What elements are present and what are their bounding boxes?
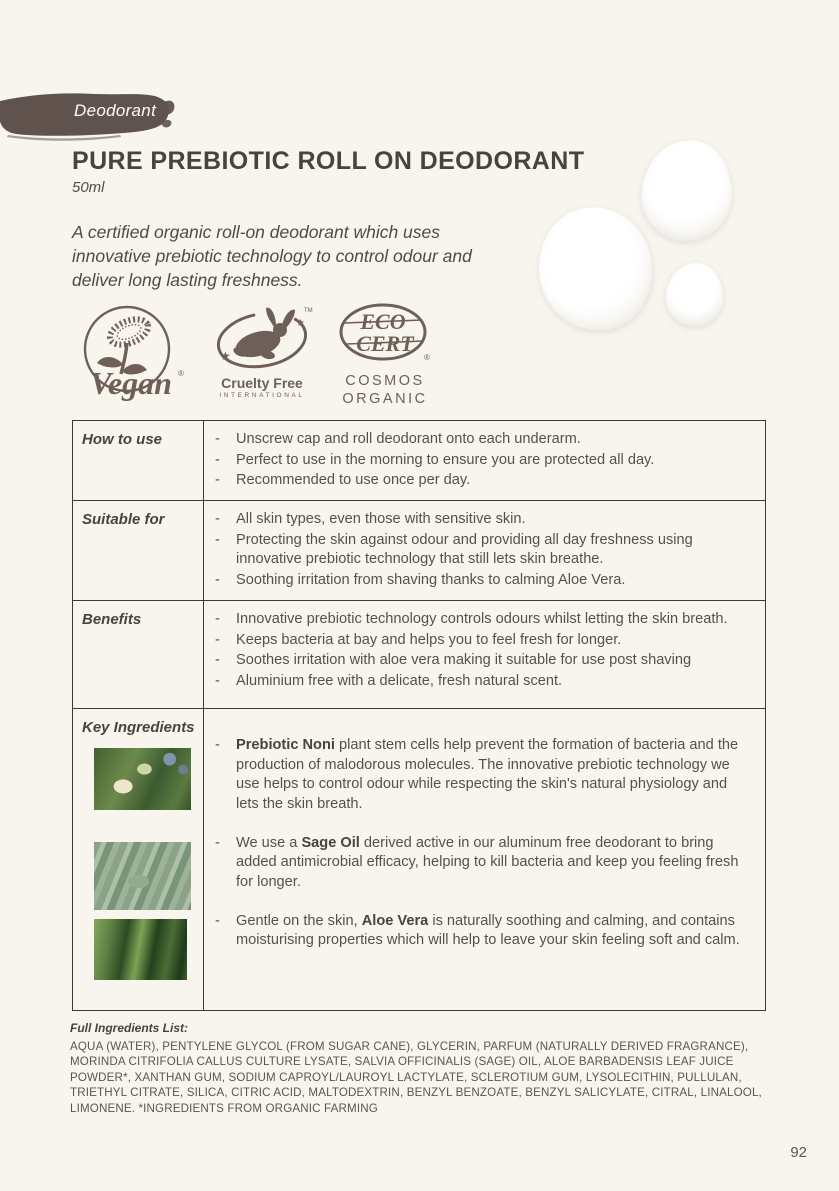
full-ingredients-label: Full Ingredients List: <box>70 1021 189 1035</box>
bullet-text: Protecting the skin against odour and providing all day freshness using innovative prebiotic technology that still lets skin breathe. <box>236 531 693 568</box>
vegan-sunflower-icon <box>72 302 190 405</box>
bullet-item <box>215 912 749 951</box>
bullet-item <box>215 672 749 692</box>
bullet-text: Soothing irritation from shaving thanks to calming Aloe Vera. <box>236 572 626 589</box>
bullet-item <box>215 430 749 450</box>
cosmos-label: COSMOS <box>345 373 425 389</box>
svg-text:★: ★ <box>296 318 305 329</box>
product-swatch-blob-large <box>526 195 666 343</box>
category-banner <box>0 90 190 142</box>
bullet-item <box>215 471 749 491</box>
table-row <box>73 600 765 708</box>
bullet-text: Keeps bacteria at bay and helps you to feel fresh for longer. <box>236 631 622 648</box>
row-label: How to use <box>82 431 163 448</box>
bullet-dash: - <box>215 672 220 689</box>
row-label: Benefits <box>82 610 142 628</box>
row-content-cell <box>204 601 765 708</box>
bullet-dash: - <box>215 531 220 548</box>
bullet-text: Aluminium free with a delicate, fresh natural scent. <box>236 672 563 689</box>
bullet-dash: - <box>215 834 220 851</box>
bullet-dash: - <box>215 511 220 528</box>
vegan-registered-mark: ® <box>178 369 184 378</box>
svg-text:★: ★ <box>220 349 231 363</box>
cruelty-free-logo <box>208 302 316 399</box>
vegan-wordmark: Vegan <box>90 365 172 401</box>
product-info-table <box>72 420 766 1011</box>
noni-plant-image <box>94 748 191 810</box>
row-content-cell <box>204 709 765 1010</box>
bullet-text: Soothes irritation with aloe vera making it suitable for use post shaving <box>236 652 692 669</box>
bullet-text: Recommended to use once per day. <box>236 472 471 489</box>
bullet-dash: - <box>215 912 220 929</box>
row-label-cell <box>73 421 204 500</box>
product-swatch-blob-medium <box>637 136 737 246</box>
bullet-text: Innovative prebiotic technology controls odours whilst letting the skin breath. <box>236 610 728 627</box>
bullet-text: Perfect to use in the morning to ensure you are protected all day. <box>236 451 655 468</box>
vegan-logo <box>72 302 192 410</box>
certification-logos <box>72 302 432 410</box>
table-row <box>73 421 765 500</box>
ecocert-eco-text: ECO <box>360 309 406 334</box>
bullet-dash: - <box>215 472 220 489</box>
ecocert-cert-text: CERT <box>356 331 414 356</box>
cruelty-free-tm-mark: TM <box>304 308 313 314</box>
row-label: Suitable for <box>82 511 165 529</box>
bullet-dash: - <box>215 451 220 468</box>
product-description: A certified organic roll-on deodorant which uses innovative prebiotic technology to control odour and deliver long lasting freshness. <box>72 222 472 290</box>
row-label-cell <box>73 501 204 600</box>
bullet-dash: - <box>215 431 220 447</box>
full-ingredients-section <box>70 1021 778 1116</box>
product-size: 50ml <box>72 178 105 196</box>
bullet-item <box>215 834 749 893</box>
bullet-item <box>215 510 749 530</box>
row-label-cell <box>73 601 204 708</box>
bullet-item <box>215 736 749 815</box>
bullet-text: All skin types, even those with sensitive skin. <box>236 511 526 528</box>
cruelty-free-wordmark: Cruelty Free <box>221 375 303 391</box>
product-swatch-blob-small <box>664 261 725 328</box>
bullet-dash: - <box>215 572 220 589</box>
bullet-dash: - <box>215 610 220 627</box>
ecocert-oval-icon <box>338 302 432 364</box>
row-content-cell <box>204 421 765 500</box>
bullet-text: Prebiotic Noni plant stem cells help prevent the formation of bacteria and the production of malodorous molecules. The innovative prebiotic technology we use helps to control odour while respecting the skin's natural physiology and lets the skin breath. <box>236 736 739 812</box>
sage-leaves-image <box>94 842 191 910</box>
category-label: Deodorant <box>74 101 157 120</box>
cruelty-free-international-label: INTERNATIONAL <box>219 392 305 399</box>
ecocert-registered-mark: ® <box>424 353 430 362</box>
bullet-dash: - <box>215 652 220 669</box>
row-content-cell <box>204 501 765 600</box>
bullet-item <box>215 610 749 630</box>
bullet-item <box>215 651 749 671</box>
bullet-text: We use a Sage Oil derived active in our aluminum free deodorant to bring added antimicrobial efficacy, helping to kill bacteria and keep you feeling fresh for longer. <box>236 834 739 890</box>
table-row <box>73 500 765 600</box>
bullet-dash: - <box>215 736 220 753</box>
row-label: Key Ingredients <box>82 718 195 736</box>
bullet-text: Unscrew cap and roll deodorant onto each underarm. <box>236 431 581 447</box>
row-label-cell <box>73 709 204 1010</box>
bullet-dash: - <box>215 631 220 648</box>
bullet-text: Gentle on the skin, Aloe Vera is naturally soothing and calming, and contains moisturising properties which will help to leave your skin feeling soft and calm. <box>236 912 740 949</box>
bullet-item <box>215 571 749 591</box>
aloe-vera-image <box>94 919 187 980</box>
bullet-item <box>215 531 749 570</box>
ecocert-logo <box>338 302 432 408</box>
organic-label: ORGANIC <box>342 391 428 408</box>
bullet-item <box>215 451 749 471</box>
table-row <box>73 708 765 1010</box>
leaping-bunny-icon <box>210 302 314 372</box>
bullet-item <box>215 631 749 651</box>
product-title: PURE PREBIOTIC ROLL ON DEODORANT <box>72 147 585 175</box>
page-number: 92 <box>790 1144 807 1161</box>
full-ingredients-text: AQUA (WATER), PENTYLENE GLYCOL (FROM SUGAR CANE), GLYCERIN, PARFUM (NATURALLY DERIVED FRAGRANCE), MORINDA CITRIFOLIA CALLUS CULTURE LYSATE, SALVIA OFFICINALIS (SAGE) OIL, ALOE BARBADENSIS LEAF JUICE POWDER*, XANTHAN GUM, SODIUM CAPROYL/LAUROYL LACTYLATE, SCLEROTIUM GUM, LYSOLECITHIN, PULLULAN, TRIETHYL CITRATE, SILICA, CITRIC ACID, MALTODEXTRIN, BENZYL BENZOATE, BENZYL SALICYLATE, CITRAL, LINALOOL, LIMONENE. *INGREDIENTS FROM ORGANIC FARMING <box>70 1040 762 1115</box>
